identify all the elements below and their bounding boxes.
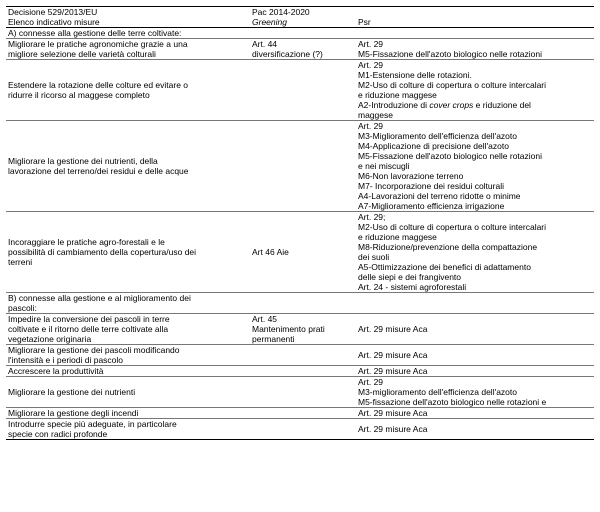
- section-title: [6, 293, 250, 314]
- header-measures: Elenco indicativo misure: [6, 17, 250, 28]
- greening-text: Art. 44: [252, 39, 278, 49]
- psr-text: Art. 29 misure Aca: [358, 366, 428, 376]
- psr-text: A7-Miglioramento efficienza irrigazione: [358, 201, 505, 211]
- psr-text: A2-Introduzione di cover crops e riduzione del: [358, 100, 531, 110]
- measure-cell: [6, 408, 250, 419]
- psr-cell: [356, 366, 594, 377]
- empty-cell: [250, 293, 356, 314]
- measure-cell: [6, 39, 250, 60]
- measure-text: vegetazione originaria: [8, 334, 92, 344]
- psr-text: Art. 29: [358, 60, 384, 70]
- psr-text: M6-Non lavorazione terreno: [358, 171, 464, 181]
- section-header-row: [6, 28, 594, 39]
- header-psr: Psr: [356, 17, 594, 28]
- psr-text: e riduzione maggese: [358, 90, 437, 100]
- measure-text: Migliorare le pratiche agronomiche grazie a una: [8, 39, 188, 49]
- psr-text: M2-Uso di colture di copertura o colture intercalari: [358, 80, 547, 90]
- psr-text: M1-Estensione delle rotazioni.: [358, 70, 472, 80]
- measure-text: ridurre il ricorso al maggese completo: [8, 90, 150, 100]
- greening-cell: [250, 212, 356, 293]
- empty-cell: [356, 293, 594, 314]
- measure-cell: [6, 377, 250, 408]
- measure-cell: [6, 212, 250, 293]
- greening-cell: [250, 408, 356, 419]
- table-row: [6, 366, 594, 377]
- psr-text: Art. 29 misure Aca: [358, 350, 428, 360]
- psr-text: delle siepi e dei frangivento: [358, 272, 462, 282]
- greening-text: Art 46 Aie: [252, 247, 289, 257]
- psr-cell: [356, 39, 594, 60]
- psr-text: M2-Uso di colture di copertura o colture intercalari: [358, 222, 547, 232]
- psr-text: Art. 29 misure Aca: [358, 424, 428, 434]
- psr-text: M3-miglioramento dell'efficienza dell'azoto: [358, 387, 518, 397]
- psr-text: e riduzione maggese: [358, 232, 437, 242]
- measure-text: migliore selezione delle varietà colturali: [8, 49, 156, 59]
- greening-cell: [250, 314, 356, 345]
- psr-cell: [356, 345, 594, 366]
- psr-text: M7- Incorporazione dei residui colturali: [358, 181, 504, 191]
- psr-cell: [356, 314, 594, 345]
- greening-cell: [250, 419, 356, 440]
- psr-text: Art. 29;: [358, 212, 386, 222]
- measure-text: possibilità di cambiamento della copertura/uso dei: [8, 247, 197, 257]
- psr-text: Art. 29 misure Aca: [358, 324, 428, 334]
- measure-text: specie con radici profonde: [8, 429, 108, 439]
- measure-text: Introdurre specie più adeguate, in particolare: [8, 419, 177, 429]
- measures-table: [6, 6, 594, 440]
- psr-text: A4-Lavorazioni del terreno ridotte o minime: [358, 191, 521, 201]
- psr-text: M3-Miglioramento dell'efficienza dell'azoto: [358, 131, 518, 141]
- section-title-line: B) connesse alla gestione e al miglioramento dei: [8, 293, 191, 303]
- table-row: [6, 39, 594, 60]
- psr-cell: [356, 121, 594, 212]
- measure-text: Migliorare la gestione dei nutrienti: [8, 387, 136, 397]
- psr-text: A5-Ottimizzazione dei benefici di adattamento: [358, 262, 531, 272]
- psr-text: M4-Applicazione di precisione dell'azoto: [358, 141, 509, 151]
- measure-text: lavorazione del terreno/dei residui e delle acque: [8, 166, 189, 176]
- measure-text: Estendere la rotazione delle colture ed evitare o: [8, 80, 189, 90]
- table-row: [6, 377, 594, 408]
- table-row: [6, 60, 594, 121]
- table-row: [6, 419, 594, 440]
- psr-text: Art. 24 - sistemi agroforestali: [358, 282, 467, 292]
- psr-cell: [356, 212, 594, 293]
- section-header-row: [6, 293, 594, 314]
- greening-text: Art. 45: [252, 314, 278, 324]
- section-title-line: A) connesse alla gestione delle terre coltivate:: [8, 28, 182, 38]
- header-greening: Greening: [250, 17, 356, 28]
- empty-cell: [250, 28, 356, 39]
- greening-cell: [250, 39, 356, 60]
- header-pac: Pac 2014-2020: [250, 7, 594, 18]
- measure-text: Accrescere la produttività: [8, 366, 104, 376]
- measure-text: Impedire la conversione dei pascoli in terre: [8, 314, 170, 324]
- table-body: [6, 28, 594, 440]
- greening-cell: [250, 345, 356, 366]
- psr-text: Art. 29 misure Aca: [358, 408, 428, 418]
- greening-cell: [250, 60, 356, 121]
- section-title-line: pascoli:: [8, 303, 37, 313]
- psr-text: Art. 29: [358, 121, 384, 131]
- table-row: [6, 121, 594, 212]
- greening-cell: [250, 366, 356, 377]
- psr-text: M5-Fissazione dell'azoto biologico nelle rotazioni: [358, 151, 542, 161]
- psr-text: e nei miscugli: [358, 161, 410, 171]
- psr-cell: [356, 408, 594, 419]
- greening-text: diversificazione (?): [252, 49, 323, 59]
- measure-text: Migliorare la gestione dei pascoli modificando: [8, 345, 180, 355]
- psr-text: M5-fissazione dell'azoto biologico nelle rotazioni e: [358, 397, 547, 407]
- psr-cell: [356, 60, 594, 121]
- psr-text: Art. 29: [358, 377, 384, 387]
- measure-text: Migliorare la gestione dei nutrienti, della: [8, 156, 158, 166]
- measure-cell: [6, 60, 250, 121]
- psr-text: M8-Riduzione/prevenzione della compattazione: [358, 242, 538, 252]
- measure-cell: [6, 366, 250, 377]
- greening-cell: [250, 121, 356, 212]
- measure-text: Migliorare la gestione degli incendi: [8, 408, 139, 418]
- table-row: [6, 314, 594, 345]
- measure-cell: [6, 419, 250, 440]
- measure-cell: [6, 345, 250, 366]
- table-row: [6, 345, 594, 366]
- psr-text: dei suoli: [358, 252, 390, 262]
- psr-cell: [356, 419, 594, 440]
- table-row: [6, 408, 594, 419]
- empty-cell: [356, 28, 594, 39]
- measure-text: Incoraggiare le pratiche agro-forestali e le: [8, 237, 165, 247]
- measure-cell: [6, 121, 250, 212]
- greening-text: Mantenimento prati: [252, 324, 325, 334]
- header-decision: Decisione 529/2013/EU: [6, 7, 250, 18]
- psr-cell: [356, 377, 594, 408]
- psr-text: M5-Fissazione dell'azoto biologico nelle rotazioni: [358, 49, 542, 59]
- measure-text: coltivate e il ritorno delle terre coltivate alla: [8, 324, 169, 334]
- measure-text: terreni: [8, 257, 33, 267]
- psr-text: Art. 29: [358, 39, 384, 49]
- greening-cell: [250, 377, 356, 408]
- section-title: [6, 28, 250, 39]
- greening-text: permanenti: [252, 334, 295, 344]
- psr-text: maggese: [358, 110, 393, 120]
- table-row: [6, 212, 594, 293]
- measure-text: l'intensità e i periodi di pascolo: [8, 355, 124, 365]
- measure-cell: [6, 314, 250, 345]
